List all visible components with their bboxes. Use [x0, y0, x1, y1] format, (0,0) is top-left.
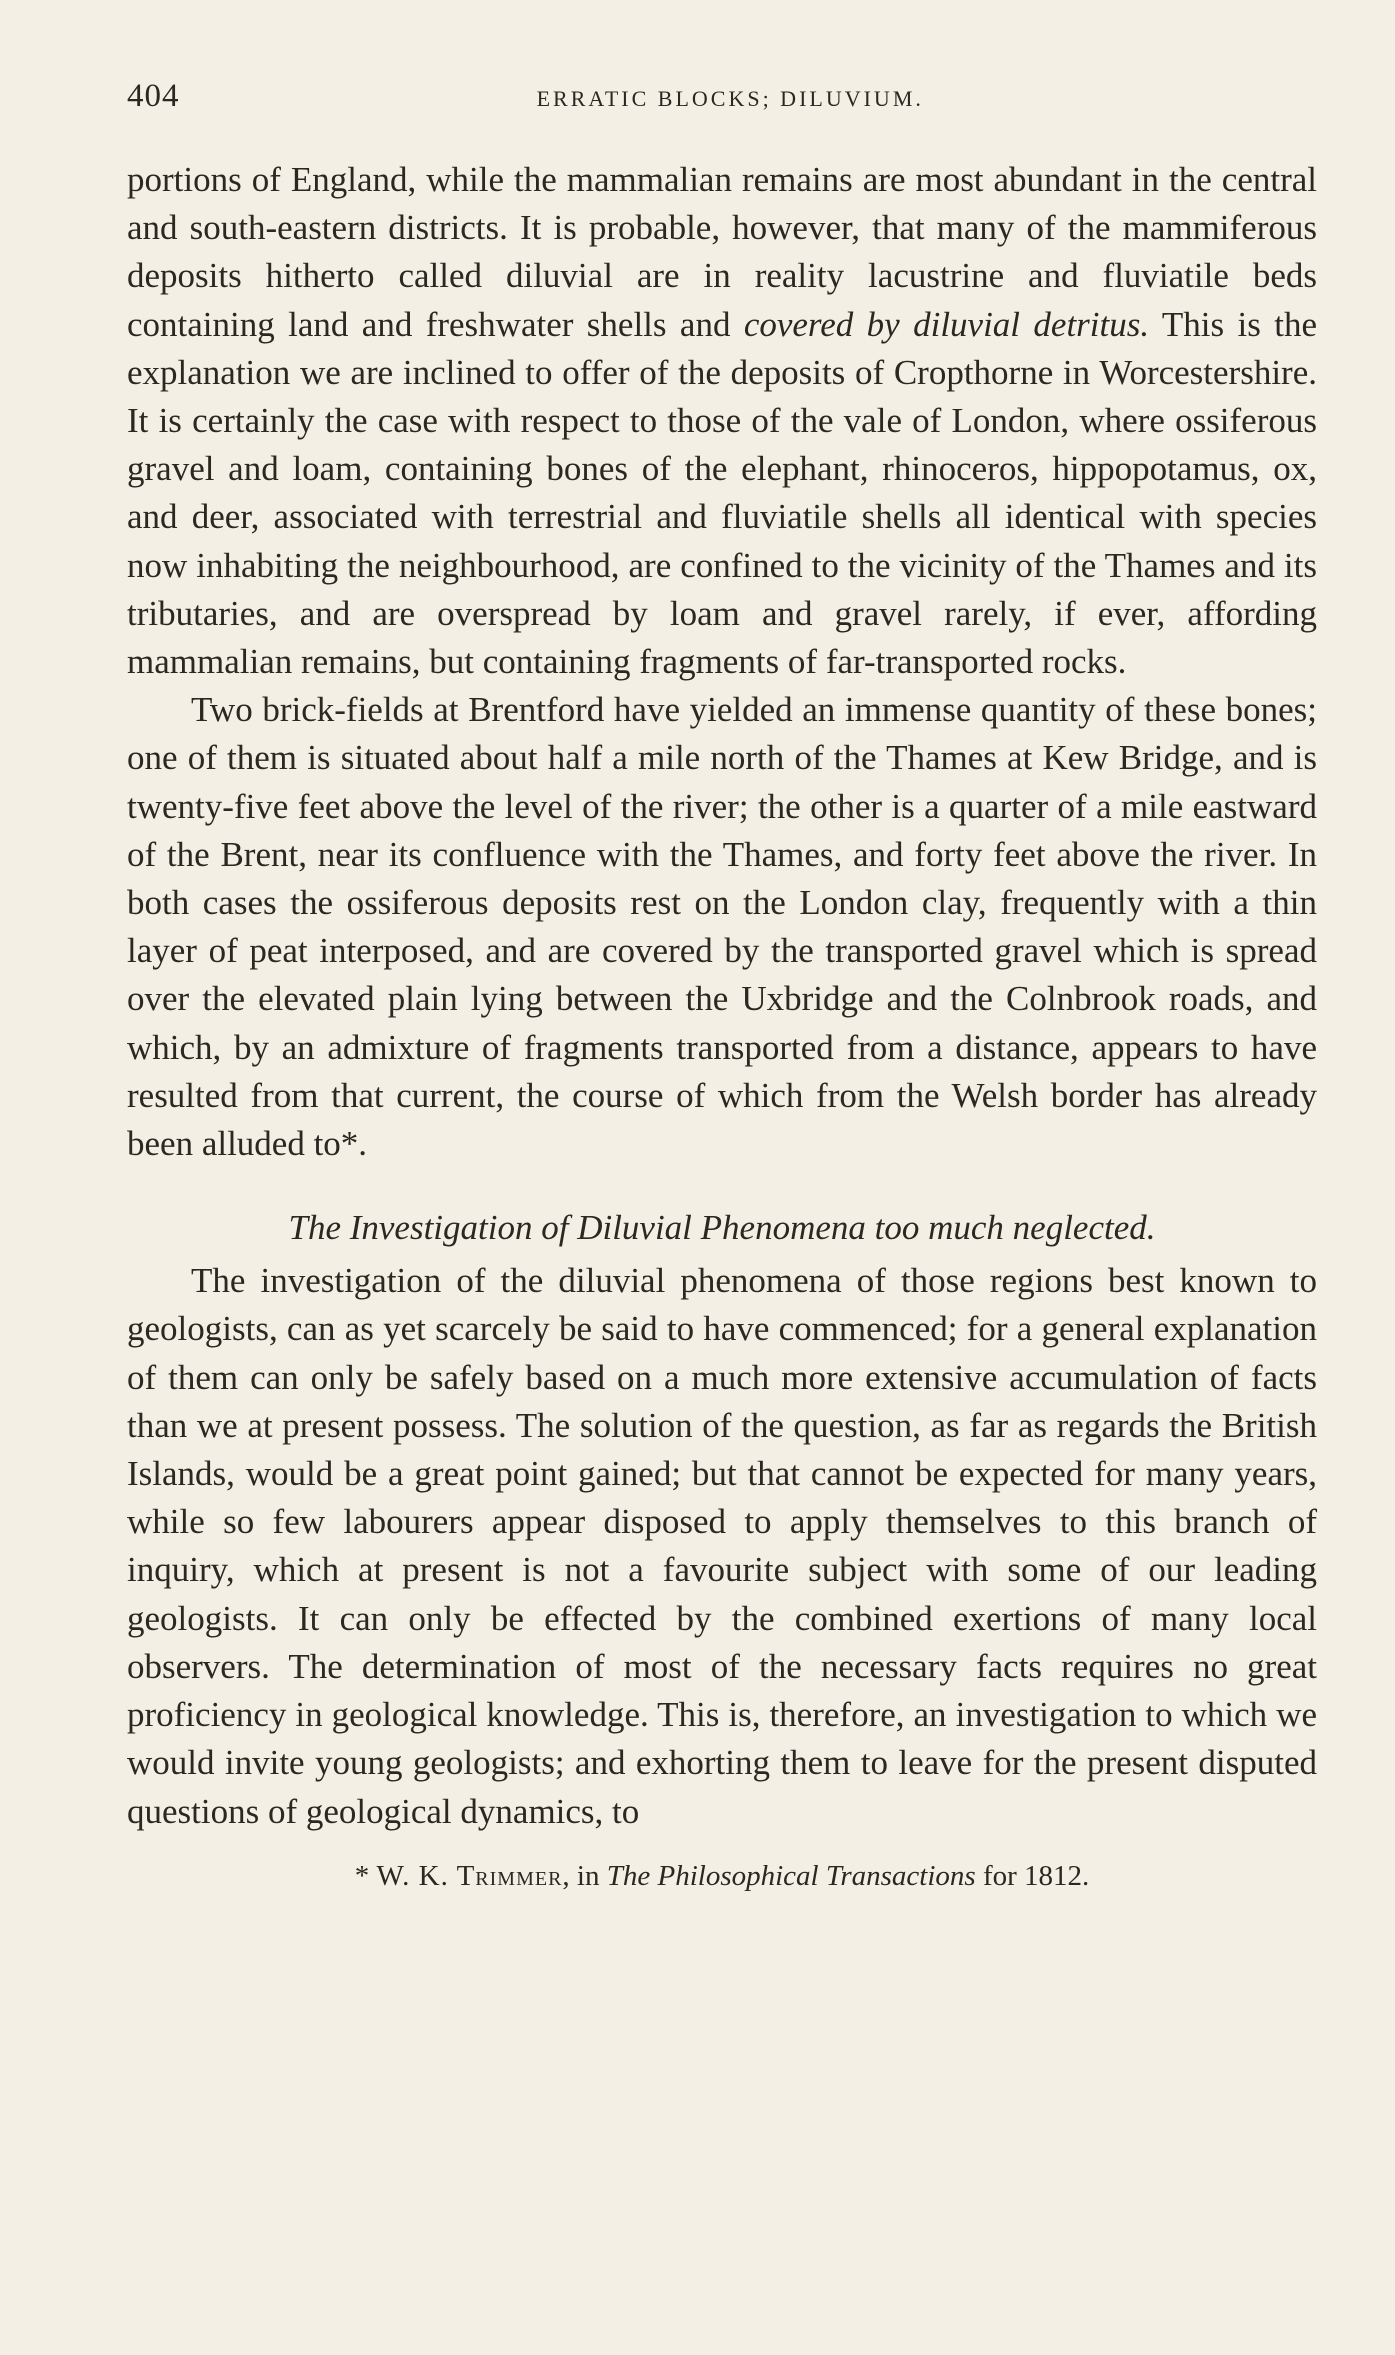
footnote-journal: The Philosophical Transactions: [606, 1859, 976, 1892]
paragraph-1-text-b: This is the explanation we are inclined to offer of the deposits of Cropthorne in Worcestershire. It is certainly the case with respect to those of the vale of London, where ossiferous gravel and loam, containing bones of the elephant, rhinoceros, hippopotamus, ox, and deer, associated with terrestrial and fluviatile shells all identical with species now inhabiting the neighbourhood, are confined to the vicinity of the Thames and its tributaries, and are overspread by loam and gravel rarely, if ever, affording mammalian remains, but containing fragments of far-transported rocks.: [127, 304, 1317, 682]
footnote-tail: for 1812.: [975, 1859, 1090, 1892]
page-header: [127, 78, 1317, 118]
paragraph-brentford: Two brick-fields at Brentford have yielded an immense quantity of these bones; one of them is situated about half a mile north of the Thames at Kew Bridge, and is twenty-five feet above the level of the river; the other is a quarter of a mile eastward of the Brent, near its confluence with the Thames, and forty feet above the river. In both cases the ossiferous deposits rest on the London clay, frequently with a thin layer of peat interposed, and are covered by the transported gravel which is spread over the elevated plain lying between the Uxbridge and the Colnbrook roads, and which, by an admixture of fragments transported from a distance, appears to have resulted from that current, the course of which from the Welsh border has already been alluded to*.: [127, 690, 1317, 1164]
footnote-author: W. K. Trimmer: [376, 1859, 563, 1892]
paragraph-continued: [127, 156, 1317, 686]
paragraph-1-italic: covered by diluvial detritus.: [743, 304, 1150, 344]
footnote-marker: *: [354, 1859, 377, 1892]
footnote: [127, 1860, 1317, 1893]
body-text-section: [127, 1257, 1317, 1835]
running-title: ERRATIC BLOCKS; DILUVIUM.: [536, 86, 924, 111]
body-text: [127, 156, 1317, 1168]
section-heading: The Investigation of Diluvial Phenomena too much neglected.: [288, 1208, 1156, 1248]
page-number: 404: [127, 78, 180, 114]
paragraph-1-text-a: portions of England, while the mammalian remains are most abundant in the central and south-eastern districts. It is probable, however, that many of the mammiferous deposits hitherto called diluvial are in reality lacustrine and fluviatile beds containing land and freshwater shells and: [127, 160, 1317, 344]
paragraph-investigation: The investigation of the diluvial phenomena of those regions best known to geologists, can as yet scarcely be said to have commenced; for a general explanation of them can only be safely based on a much more extensive accumulation of facts than we at present possess. The solution of the question, as far as regards the British Islands, would be a great point gained; but that cannot be expected for many years, while so few labourers appear disposed to apply themselves to this branch of inquiry, which at present is not a favourite subject with some of our leading geologists. It can only be effected by the combined exertions of many local observers. The determination of most of the necessary facts requires no great proficiency in geological knowledge. This is, therefore, an investigation to which we would invite young geologists; and exhorting them to leave for the present disputed questions of geological dynamics, to: [127, 1261, 1317, 1831]
footnote-connector: , in: [562, 1859, 607, 1892]
